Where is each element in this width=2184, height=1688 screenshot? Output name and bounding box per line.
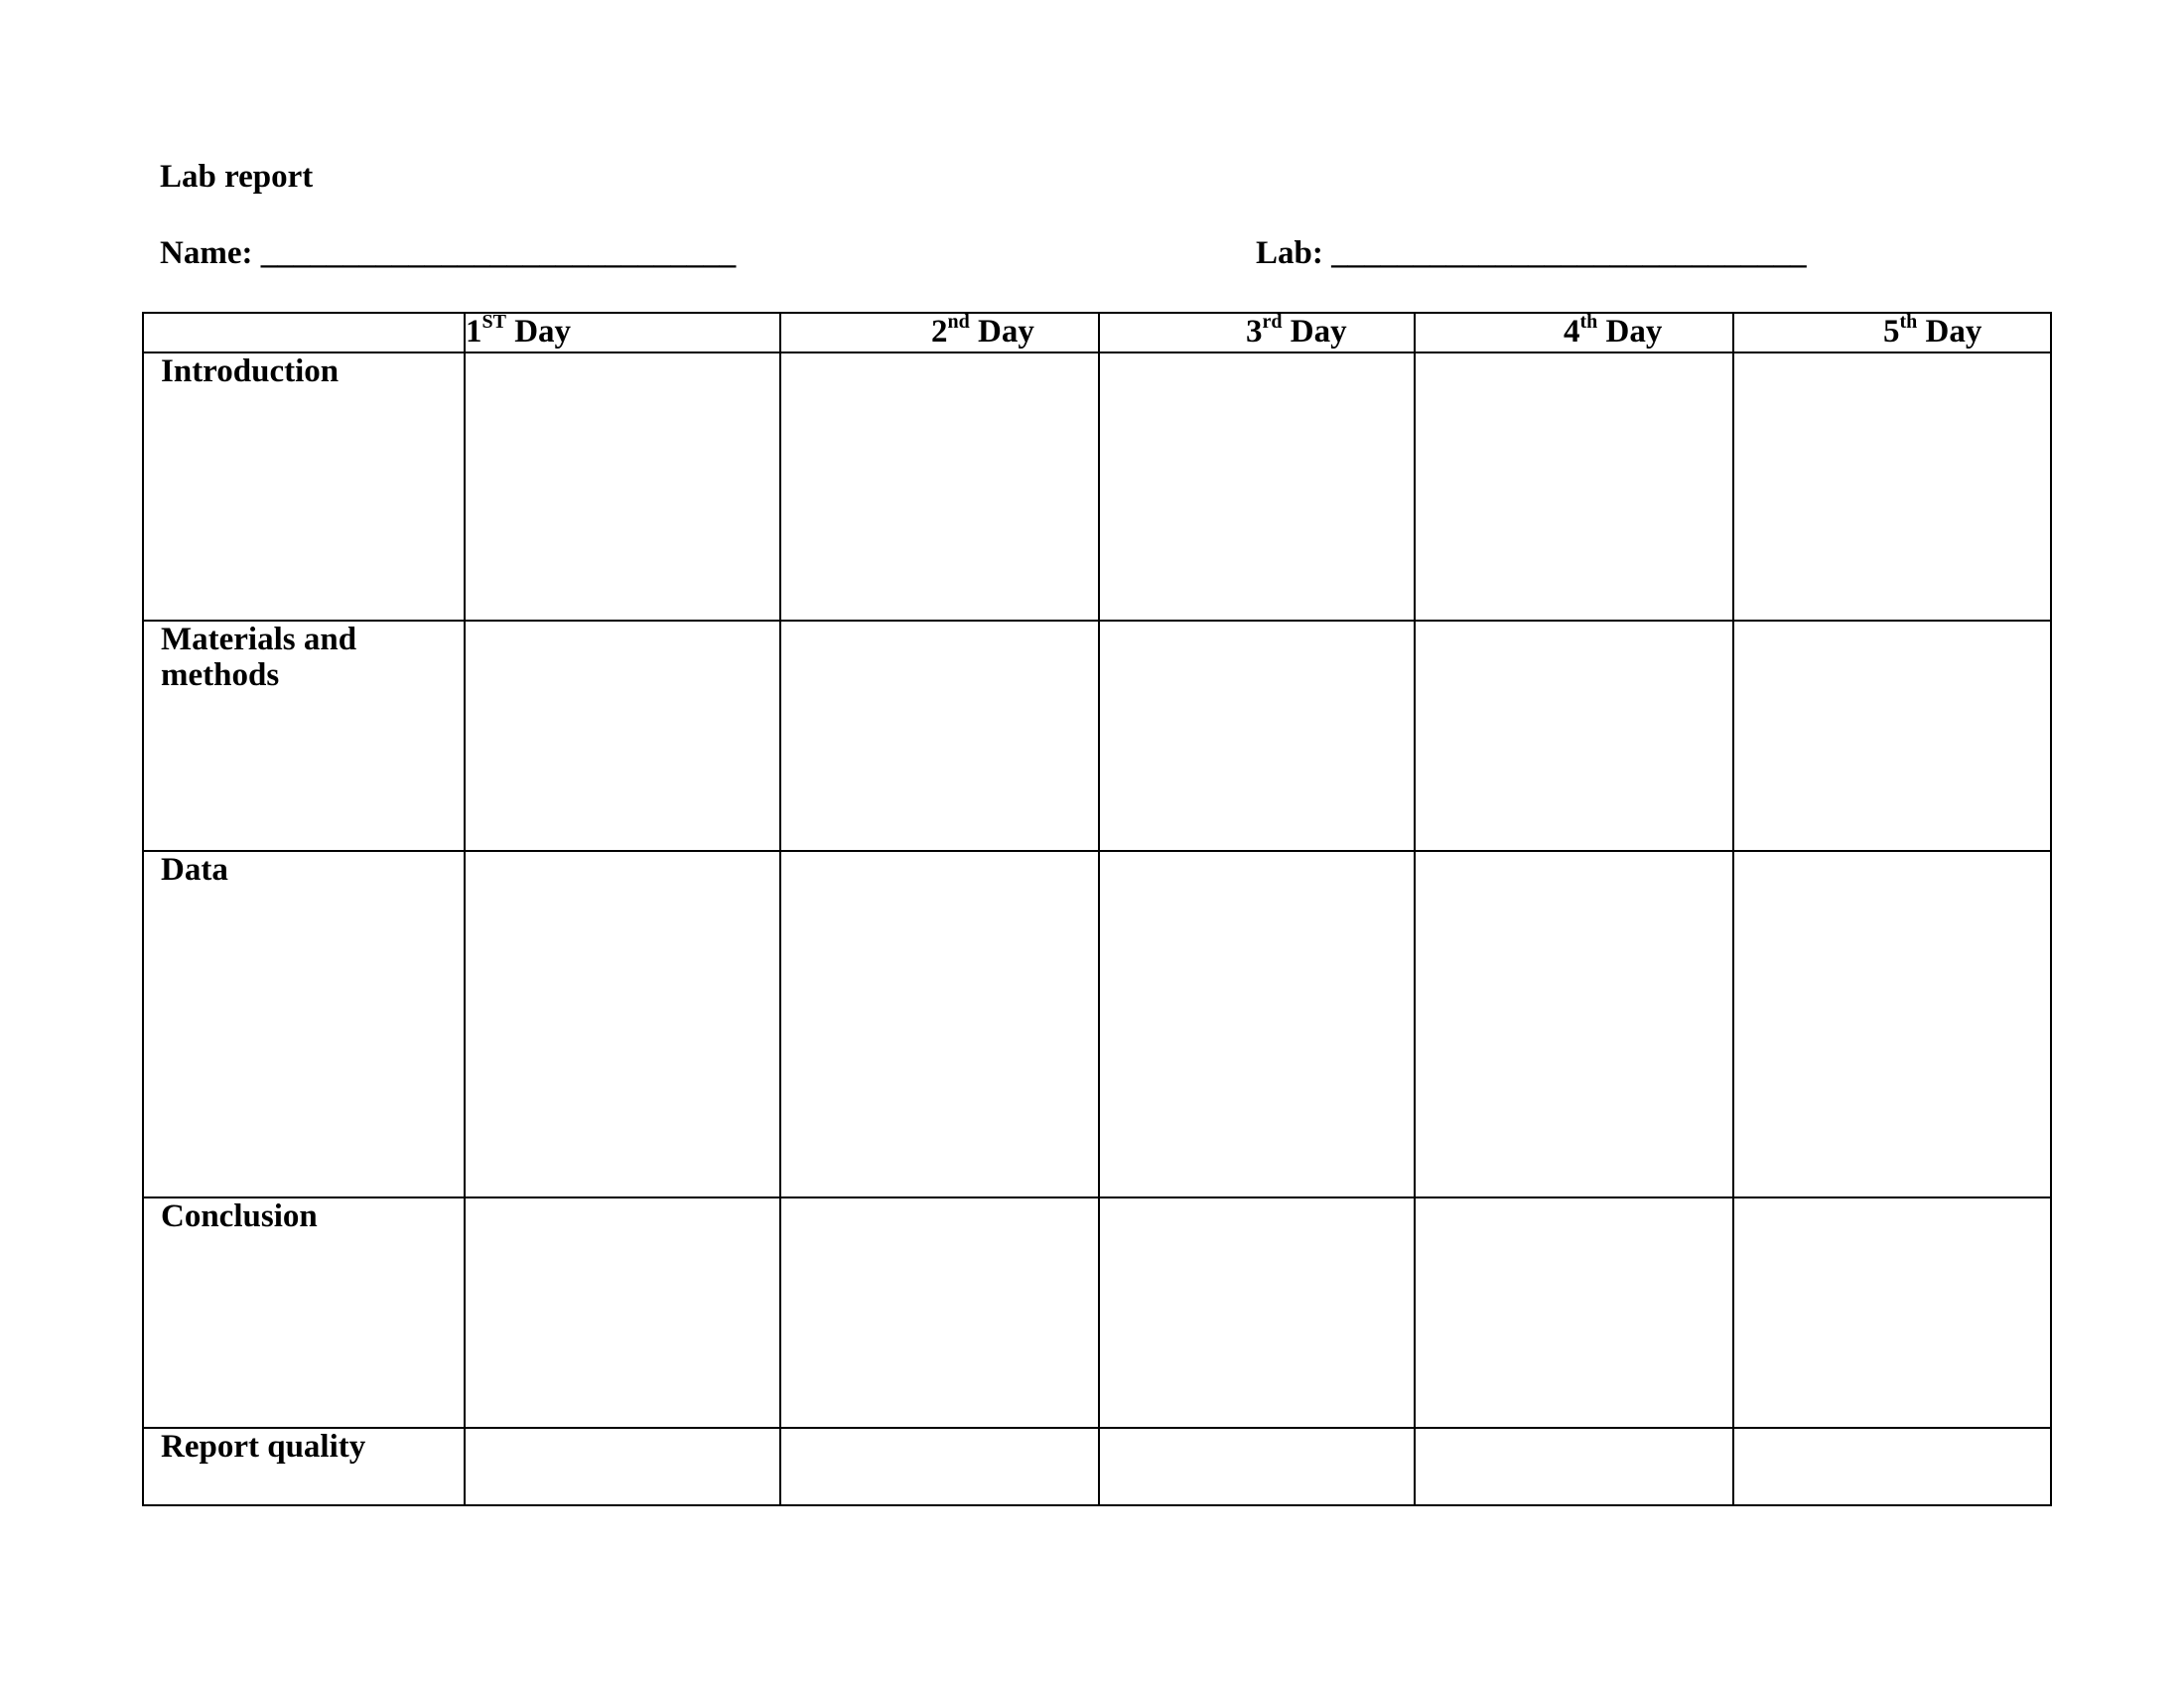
row-label-data: Data [143, 851, 465, 1197]
row-label-materials-and-methods: Materials and methods [143, 621, 465, 851]
day-5-number: 5 [1883, 314, 1900, 350]
lab-report-table [142, 312, 2052, 1506]
lab-blank-line[interactable]: _____________________________ [1331, 235, 1807, 271]
table-row [143, 352, 2051, 621]
table-cell[interactable] [1415, 621, 1733, 851]
header-day-1 [465, 313, 780, 352]
day-3-number: 3 [1246, 314, 1263, 350]
day-1-suffix: ST [481, 311, 506, 333]
table-cell[interactable] [1415, 851, 1733, 1197]
day-1-word: Day [505, 314, 572, 350]
table-cell[interactable] [780, 352, 1099, 621]
row-label-report-quality: Report quality [143, 1428, 465, 1505]
day-3-word: Day [1282, 314, 1347, 350]
lab-label: Lab: [1256, 235, 1323, 271]
page-title: Lab report [160, 159, 314, 195]
header-day-3 [1099, 313, 1415, 352]
table-cell[interactable] [1733, 851, 2051, 1197]
table-cell[interactable] [1733, 1428, 2051, 1505]
name-blank-line[interactable]: _____________________________ [260, 235, 737, 271]
day-2-word: Day [969, 314, 1034, 350]
table-cell[interactable] [465, 851, 780, 1197]
table-cell[interactable] [465, 1197, 780, 1428]
table-cell[interactable] [1099, 1428, 1415, 1505]
header-day-2 [780, 313, 1099, 352]
table-cell[interactable] [1733, 352, 2051, 621]
table-cell[interactable] [1415, 1428, 1733, 1505]
table-row [143, 1197, 2051, 1428]
table-cell[interactable] [465, 352, 780, 621]
header-day-4 [1415, 313, 1733, 352]
table-cell[interactable] [1415, 1197, 1733, 1428]
table-cell[interactable] [1099, 1197, 1415, 1428]
table-cell[interactable] [1099, 352, 1415, 621]
table-cell[interactable] [780, 851, 1099, 1197]
table-row [143, 1428, 2051, 1505]
table-cell[interactable] [465, 1428, 780, 1505]
table-cell[interactable] [1099, 621, 1415, 851]
name-field [160, 233, 736, 273]
day-4-suffix: th [1579, 311, 1598, 333]
header-row [143, 313, 2051, 352]
table-cell[interactable] [780, 1428, 1099, 1505]
table-cell[interactable] [1733, 621, 2051, 851]
lab-field [1256, 233, 1807, 273]
day-3-suffix: rd [1262, 311, 1283, 333]
day-2-number: 2 [931, 314, 948, 350]
day-1-number: 1 [466, 314, 482, 350]
header-day-5 [1733, 313, 2051, 352]
table-row [143, 621, 2051, 851]
day-5-suffix: th [1899, 311, 1918, 333]
row-label-introduction: Introduction [143, 352, 465, 621]
header-corner-cell [143, 313, 465, 352]
table-cell[interactable] [780, 1197, 1099, 1428]
table-row [143, 851, 2051, 1197]
day-4-number: 4 [1564, 314, 1580, 350]
table-cell[interactable] [465, 621, 780, 851]
day-2-suffix: nd [947, 311, 970, 333]
day-5-word: Day [1917, 314, 1982, 350]
day-4-word: Day [1597, 314, 1663, 350]
name-label: Name: [160, 235, 253, 271]
table-cell[interactable] [1733, 1197, 2051, 1428]
row-label-conclusion: Conclusion [143, 1197, 465, 1428]
table-cell[interactable] [1099, 851, 1415, 1197]
table-cell[interactable] [780, 621, 1099, 851]
table-cell[interactable] [1415, 352, 1733, 621]
